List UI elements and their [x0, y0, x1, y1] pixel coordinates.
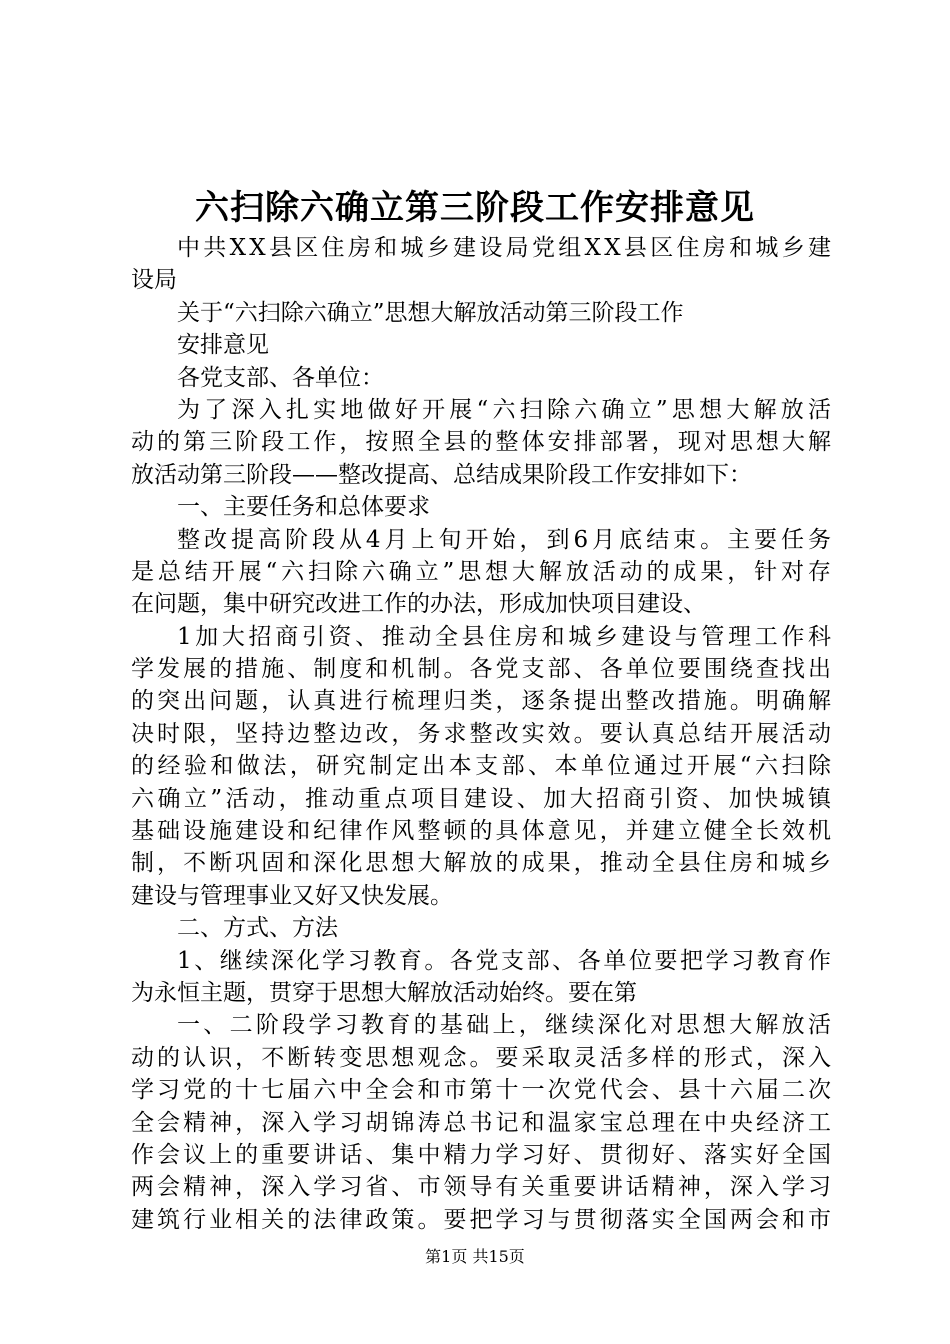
body-line: 一、二阶段学习教育的基础上，继续深化对思想大解放活 — [177, 1012, 835, 1039]
body-line: 安排意见 — [177, 332, 269, 359]
body-line: 1加大招商引资、推动全县住房和城乡建设与管理工作科 — [177, 623, 835, 650]
body-line: 中共XX县区住房和城乡建设局党组XX县区住房和城乡建 — [177, 235, 835, 261]
body-line: 各党支部、各单位： — [177, 364, 384, 391]
body-line: 决时限，坚持边整边改，务求整改实效。要认真总结开展活动 — [131, 720, 835, 747]
body-line: 为了深入扎实地做好开展“六扫除六确立”思想大解放活 — [177, 396, 836, 423]
body-line: 1、继续深化学习教育。各党支部、各单位要把学习教育作 — [177, 947, 834, 974]
body-line: 建筑行业相关的法律政策。要把学习与贯彻落实全国两会和市 — [131, 1206, 835, 1233]
document-title: 六扫除六确立第三阶段工作安排意见 — [195, 188, 755, 228]
body-line: 一、主要任务和总体要求 — [177, 494, 430, 521]
document-body — [131, 232, 836, 1236]
body-line: 动的认识，不断转变思想观念。要采取灵活多样的形式，深入 — [131, 1044, 835, 1071]
body-line: 为永恒主题，贯穿于思想大解放活动始终。要在第 — [131, 979, 637, 1006]
body-line: 学习党的十七届六中全会和市第十一次党代会、县十六届二次 — [131, 1077, 835, 1104]
body-line: 的经验和做法，研究制定出本支部、本单位通过开展“六扫除 — [131, 753, 835, 780]
body-line: 是总结开展“六扫除六确立”思想大解放活动的成果，针对存 — [131, 558, 835, 585]
body-line: 在问题，集中研究改进工作的办法，形成加快项目建设、 — [131, 591, 706, 618]
body-line: 动的第三阶段工作，按照全县的整体安排部署，现对思想大解 — [131, 429, 835, 456]
body-line: 基础设施建设和纪律作风整顿的具体意见，并建立健全长效机 — [131, 818, 835, 845]
body-line: 的突出问题，认真进行梳理归类，逐条提出整改措施。明确解 — [131, 688, 835, 715]
body-line: 放活动第三阶段——整改提高、总结成果阶段工作安排如下： — [131, 461, 752, 488]
body-line: 二、方式、方法 — [177, 915, 338, 942]
page-number-footer: 第1页 共15页 — [425, 1247, 525, 1266]
body-line: 整改提高阶段从4月上旬开始，到6月底结束。主要任务 — [177, 526, 836, 553]
body-line: 学发展的措施、制度和机制。各党支部、各单位要围绕查找出 — [131, 656, 835, 683]
body-line: 六确立”活动，推动重点项目建设、加大招商引资、加快城镇 — [131, 785, 835, 812]
body-line: 全会精神，深入学习胡锦涛总书记和温家宝总理在中央经济工 — [131, 1109, 835, 1136]
body-line: 建设与管理事业又好又快发展。 — [131, 882, 453, 909]
body-line: 关于“六扫除六确立”思想大解放活动第三阶段工作 — [177, 299, 684, 326]
body-line: 作会议上的重要讲话、集中精力学习好、贯彻好、落实好全国 — [131, 1141, 835, 1168]
body-line: 制，不断巩固和深化思想大解放的成果，推动全县住房和城乡 — [131, 850, 835, 877]
body-line: 两会精神，深入学习省、市领导有关重要讲话精神，深入学习 — [131, 1174, 835, 1201]
body-line: 设局 — [131, 267, 177, 294]
